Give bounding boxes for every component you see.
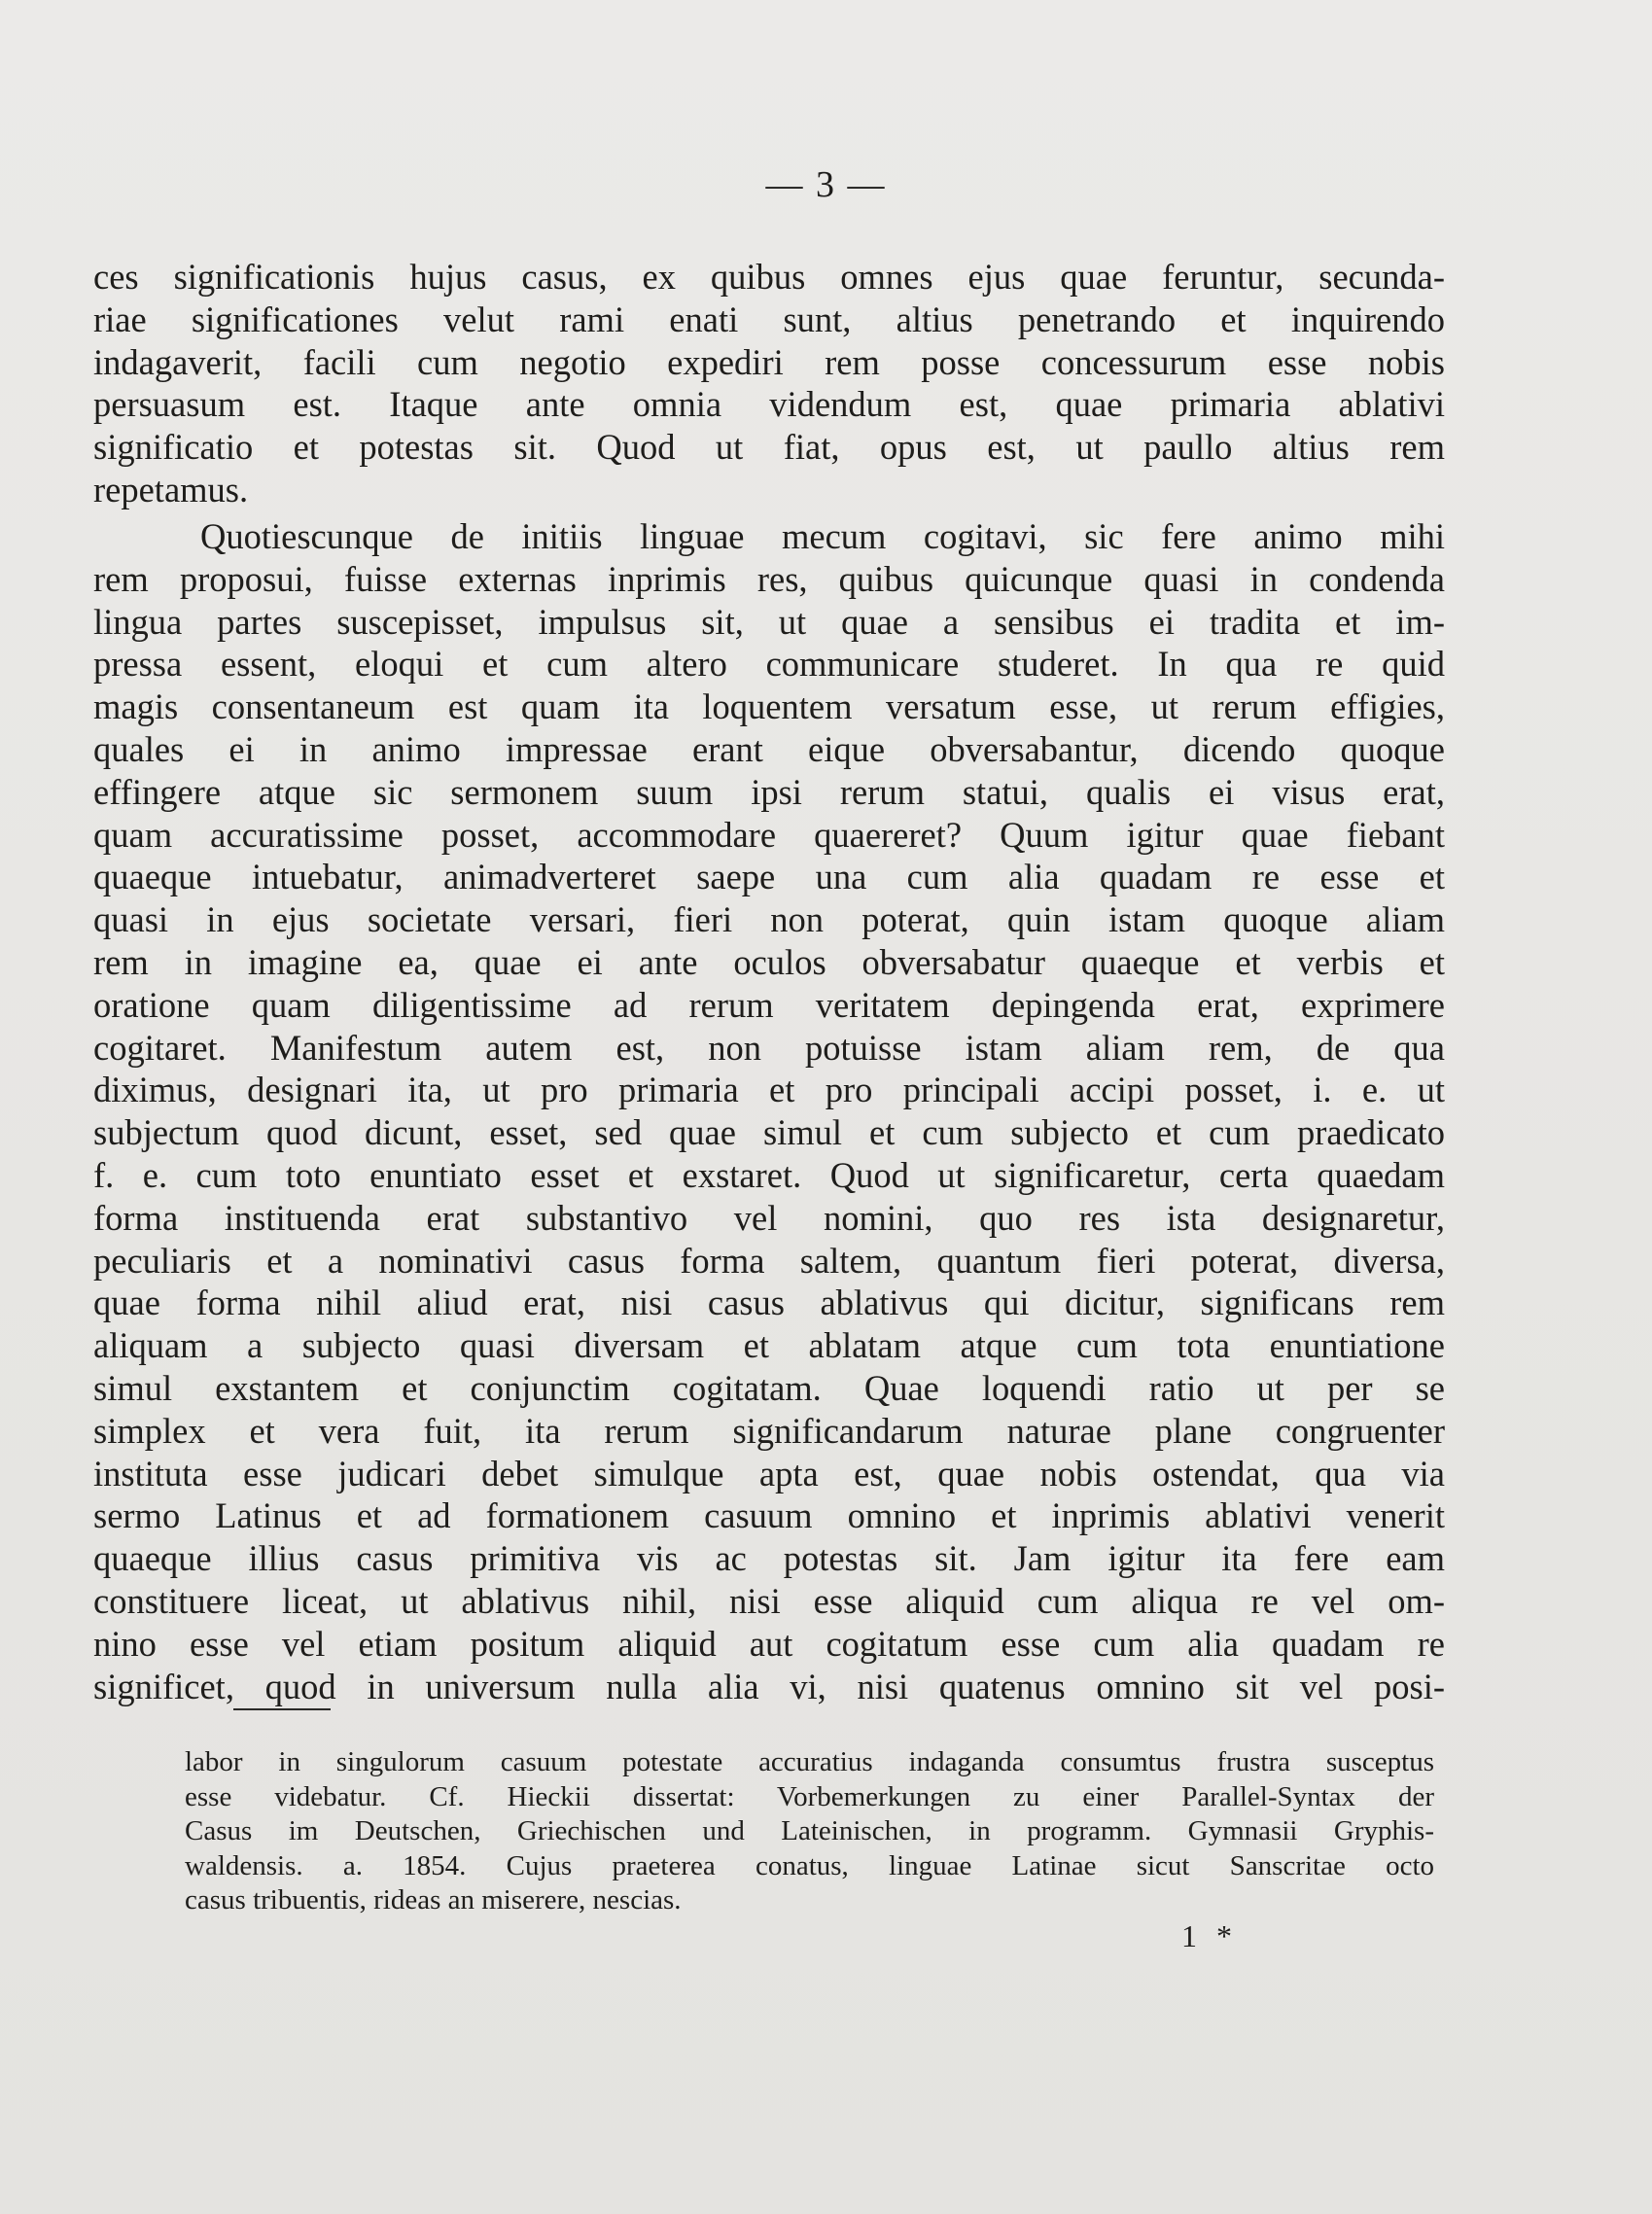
text-line: magis consentaneum est quam ita loquentem versatum esse, ut rerum effigies,: [93, 686, 1445, 727]
text-line: riae significationes velut rami enati sunt, altius penetrando et inquirendo: [93, 299, 1445, 339]
paragraph-1: [93, 256, 1445, 511]
text-line: aliquam a subjecto quasi diversam et ablatam atque cum tota enuntiatione: [93, 1325, 1445, 1366]
text-line: simplex et vera fuit, ita rerum significandarum naturae plane congruenter: [93, 1410, 1445, 1451]
text-line: lingua partes suscepisset, impulsus sit, ut quae a sensibus ei tradita et im-: [93, 601, 1445, 642]
text-line: indagaverit, facili cum negotio expediri rem posse concessurum esse nobis: [93, 341, 1445, 382]
footnote-divider: [233, 1708, 331, 1710]
text-line: subjectum quod dicunt, esset, sed quae simul et cum subjecto et cum praedicato: [93, 1112, 1445, 1153]
text-line: rem proposui, fuisse externas inprimis res, quibus quicunque quasi in condenda: [93, 558, 1445, 599]
text-line: persuasum est. Itaque ante omnia videndum est, quae primaria ablativi: [93, 384, 1445, 425]
text-line: quasi in ejus societate versari, fieri non poterat, quin istam quoque aliam: [93, 899, 1445, 940]
text-line: effingere atque sic sermonem suum ipsi rerum statui, qualis ei visus erat,: [93, 771, 1445, 812]
text-line: quaeque intuebatur, animadverteret saepe una cum alia quadam re esse et: [93, 857, 1445, 897]
text-line: repetamus.: [93, 469, 249, 510]
footnote-line: labor in singulorum casuum potestate accuratius indaganda consumtus frustra susceptus: [185, 1746, 1434, 1777]
text-line: ces significationis hujus casus, ex quibus omnes ejus quae feruntur, secunda-: [93, 257, 1445, 297]
text-line: constituere liceat, ut ablativus nihil, nisi esse aliquid cum aliqua re vel om-: [93, 1580, 1445, 1621]
text-line: simul exstantem et conjunctim cogitatam. Quae loquendi ratio ut per se: [93, 1367, 1445, 1408]
text-line: significet, quod in universum nulla alia vi, nisi quatenus omnino sit vel posi-: [93, 1666, 1445, 1706]
paragraph-2: [93, 515, 1445, 1707]
text-line: rem in imagine ea, quae ei ante oculos obversabatur quaeque et verbis et: [93, 941, 1445, 982]
text-line: significatio et potestas sit. Quod ut fiat, opus est, ut paullo altius rem: [93, 427, 1445, 468]
text-line: pressa essent, eloqui et cum altero communicare studeret. In qua re quid: [93, 644, 1445, 685]
text-line: Quotiescunque de initiis linguae mecum cogitavi, sic fere animo mihi: [200, 516, 1445, 556]
footnote-line: esse videbatur. Cf. Hieckii dissertat: Vorbemerkungen zu einer Parallel-Syntax der: [185, 1780, 1434, 1812]
text-line: peculiaris et a nominativi casus forma saltem, quantum fieri poterat, diversa,: [93, 1240, 1445, 1281]
text-line: sermo Latinus et ad formationem casuum omnino et inprimis ablativi venerit: [93, 1495, 1445, 1536]
footnote-line: waldensis. a. 1854. Cujus praeterea conatus, linguae Latinae sicut Sanscritae octo: [185, 1849, 1434, 1881]
text-line: oratione quam diligentissime ad rerum veritatem depingenda erat, exprimere: [93, 984, 1445, 1025]
text-line: nino esse vel etiam positum aliquid aut cogitatum esse cum alia quadam re: [93, 1623, 1445, 1664]
text-line: quae forma nihil aliud erat, nisi casus ablativus qui dicitur, significans rem: [93, 1283, 1445, 1323]
text-line: quaeque illius casus primitiva vis ac potestas sit. Jam igitur ita fere eam: [93, 1538, 1445, 1579]
page-number-header: — 3 —: [765, 164, 887, 205]
text-line: cogitaret. Manifestum autem est, non potuisse istam aliam rem, de qua: [93, 1027, 1445, 1068]
footnote: [185, 1745, 1434, 1918]
text-line: quales ei in animo impressae erant eique obversabantur, dicendo quoque: [93, 728, 1445, 769]
text-line: forma instituenda erat substantivo vel nomini, quo res ista designaretur,: [93, 1197, 1445, 1238]
text-line: f. e. cum toto enuntiato esset et exstaret. Quod ut significaretur, certa quaedam: [93, 1154, 1445, 1195]
text-line: quam accuratissime posset, accommodare quaereret? Quum igitur quae fiebant: [93, 814, 1445, 855]
footnote-line: casus tribuentis, rideas an miserere, nescias.: [185, 1884, 682, 1915]
text-line: diximus, designari ita, ut pro primaria et pro principali accipi posset, i. e. ut: [93, 1070, 1445, 1110]
footnote-line: Casus im Deutschen, Griechischen und Lateinischen, in programm. Gymnasii Gryphis-: [185, 1815, 1434, 1846]
text-line: instituta esse judicari debet simulque apta est, quae nobis ostendat, qua via: [93, 1453, 1445, 1494]
signature-mark: 1 *: [1181, 1918, 1238, 1953]
